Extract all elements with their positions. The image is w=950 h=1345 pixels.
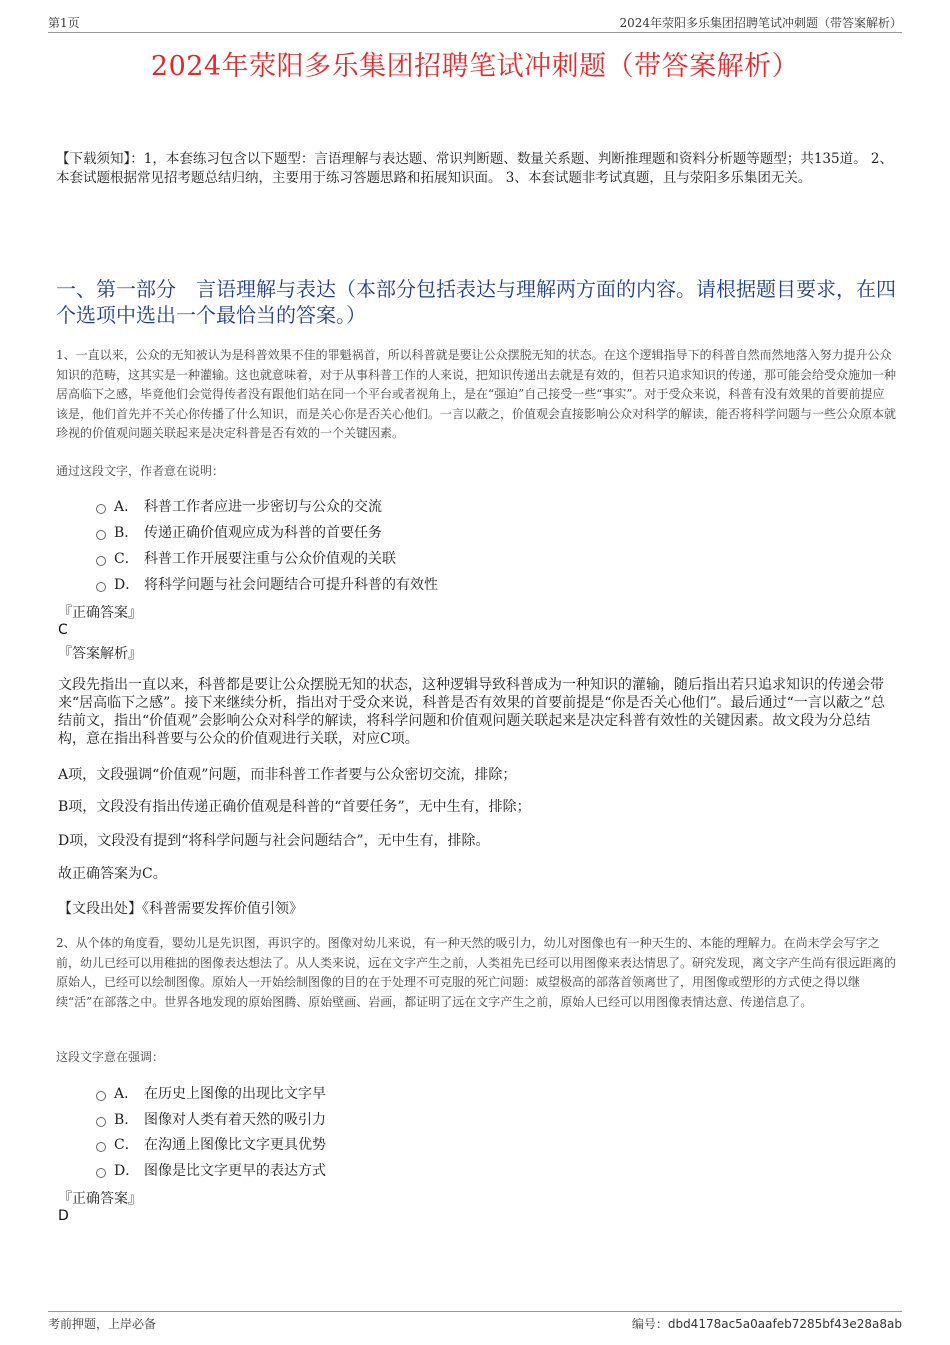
question-1-analysis-label: 『答案解析』	[58, 646, 142, 662]
question-2-text: 2、从个体的角度看，婴幼儿是先识图，再识字的。图像对幼儿来说，有一种天然的吸引力，幼儿对图像也有一种天生的、本能的理解力。在尚未学会写字之前，幼儿已经可以用稚拙的图像表达想法了。从人类来说，远在文字产生之前，人类祖先已经可以用图像来表达情思了。研究发现，离文字产生尚有很远距离的原始人，已经可以绘制图像。原始人一开始绘制图像的目的在于处理不可克服的死亡问题：威望极高的部落首领离世了，用图像或塑形的方式使之得以继续“活”在部落之中。世界各地发现的原始图腾、原始壁画、岩画，都证明了远在文字产生之前，原始人已经可以用图像表情达意、传递信息了。	[56, 936, 897, 1009]
code-value: dbd4178ac5a0aafeb7285bf43e28a8ab	[667, 1317, 902, 1331]
option-text: 图像是比文字更早的表达方式	[144, 1163, 326, 1179]
option-letter: D．	[114, 577, 140, 593]
option-text: 传递正确价值观应成为科普的首要任务	[144, 525, 382, 541]
question-2-option-d[interactable]	[96, 1160, 326, 1180]
footer-slogan: 考前押题，上岸必备	[48, 1317, 157, 1331]
option-letter: C．	[114, 1137, 139, 1153]
option-letter: B．	[114, 1112, 139, 1128]
option-text: 在历史上图像的出现比文字早	[144, 1086, 326, 1102]
option-text: 图像对人类有着天然的吸引力	[144, 1112, 326, 1128]
radio-icon[interactable]	[96, 1168, 106, 1178]
question-2-option-c[interactable]	[96, 1134, 326, 1154]
option-text: 将科学问题与社会问题结合可提升科普的有效性	[144, 577, 438, 593]
question-1-option-b[interactable]	[96, 522, 382, 542]
question-1-answer-label: 『正确答案』	[58, 605, 142, 621]
analysis-conclusion: 故正确答案为C。	[58, 866, 167, 882]
section-heading: 一、第一部分 言语理解与表达（本部分包括表达与理解两方面的内容。请根据题目要求，在四个选项中选出一个最恰当的答案。）	[56, 277, 896, 327]
document-code	[632, 1315, 902, 1335]
option-letter: A．	[114, 499, 139, 515]
question-1-text: 1、一直以来，公众的无知被认为是科普效果不佳的罪魁祸首，所以科普就是要让公众摆脱无知的状态。在这个逻辑指导下的科普自然而然地落入努力提升公众知识的范畴，这其实是一种灌输。这也就意味着，对于从事科普工作的人来说，把知识传递出去就是有效的，但若只追求知识的传递，那可能会给受众施加一种居高临下之感，毕竟他们会觉得传者没有跟他们站在同一个平台或者视角上，是在“强迫”自己接受一些“事实”。对于受众来说，科普有没有效果的首要前提应该是，他们首先并不关心你传播了什么知识，而是关心你是否关心他们。一言以蔽之，价值观会直接影响公众对科学的解读，能否将科学问题与一些公众原本就珍视的价值观问题关联起来是决定科普是否有效的一个关键因素。	[56, 348, 897, 440]
question-1-prompt: 通过这段文字，作者意在说明：	[56, 464, 225, 478]
question-2-answer-label: 『正确答案』	[58, 1191, 142, 1207]
page-number: 第1页	[48, 16, 80, 30]
radio-icon[interactable]	[96, 556, 106, 566]
question-1-option-c[interactable]	[96, 548, 396, 568]
document-title: 2024年荥阳多乐集团招聘笔试冲刺题（带答案解析）	[150, 51, 800, 82]
question-1-option-a[interactable]	[96, 496, 382, 516]
analysis-line: B项，文段没有指出传递正确价值观是科普的“首要任务”，无中生有，排除；	[58, 799, 531, 815]
download-notice: 【下载须知】：1，本套练习包含以下题型：言语理解与表达题、常识判断题、数量关系题、判断推理题和资料分析题等题型；共135道。 2、本套试题根据常见招考题总结归纳，主要用于练习答题思路和拓展知识面。 3、本套试题非考试真题，且与荥阳多乐集团无关。	[56, 151, 893, 186]
page-header	[48, 14, 902, 33]
radio-icon[interactable]	[96, 504, 106, 514]
question-2-option-b[interactable]	[96, 1109, 326, 1129]
option-letter: D．	[114, 1163, 140, 1179]
radio-icon[interactable]	[96, 1091, 106, 1101]
analysis-paragraph: 文段先指出一直以来，科普都是要让公众摆脱无知的状态，这种逻辑导致科普成为一种知识的灌输，随后指出若只追求知识的传递会带来“居高临下之感”。接下来继续分析，指出对于受众来说，科普是否有效果的首要前提是“你是否关心他们”。最后通过“一言以蔽之”总结前文，指出“价值观”会影响公众对科学的解读，将科学问题和价值观问题关联起来是决定科普有效性的关键因素。故文段为分总结构，意在指出科普要与公众的价值观进行关联，对应C项。	[58, 677, 885, 747]
analysis-line: A项，文段强调“价值观”问题，而非科普工作者要与公众密切交流，排除；	[58, 767, 517, 783]
header-doc-title: 2024年荥阳多乐集团招聘笔试冲刺题（带答案解析）	[619, 16, 902, 30]
code-label: 编号：	[631, 1317, 668, 1331]
option-text: 科普工作开展要注重与公众价值观的关联	[144, 551, 396, 567]
page-footer	[48, 1311, 902, 1335]
option-letter: B．	[114, 525, 139, 541]
option-letter: A．	[114, 1086, 139, 1102]
question-2-prompt: 这段文字意在强调：	[56, 1050, 165, 1064]
question-1-option-d[interactable]	[96, 574, 438, 594]
question-2-answer: D	[58, 1208, 69, 1224]
question-2-option-a[interactable]	[96, 1083, 326, 1103]
radio-icon[interactable]	[96, 530, 106, 540]
radio-icon[interactable]	[96, 582, 106, 592]
option-text: 科普工作者应进一步密切与公众的交流	[144, 499, 382, 515]
option-letter: C．	[114, 551, 139, 567]
radio-icon[interactable]	[96, 1142, 106, 1152]
analysis-line: D项，文段没有提到“将科学问题与社会问题结合”，无中生有，排除。	[58, 833, 490, 849]
radio-icon[interactable]	[96, 1117, 106, 1127]
question-1-answer: C	[58, 622, 68, 638]
analysis-source: 【文段出处】《科普需要发挥价值引领》	[58, 901, 303, 917]
option-text: 在沟通上图像比文字更具优势	[144, 1137, 326, 1153]
